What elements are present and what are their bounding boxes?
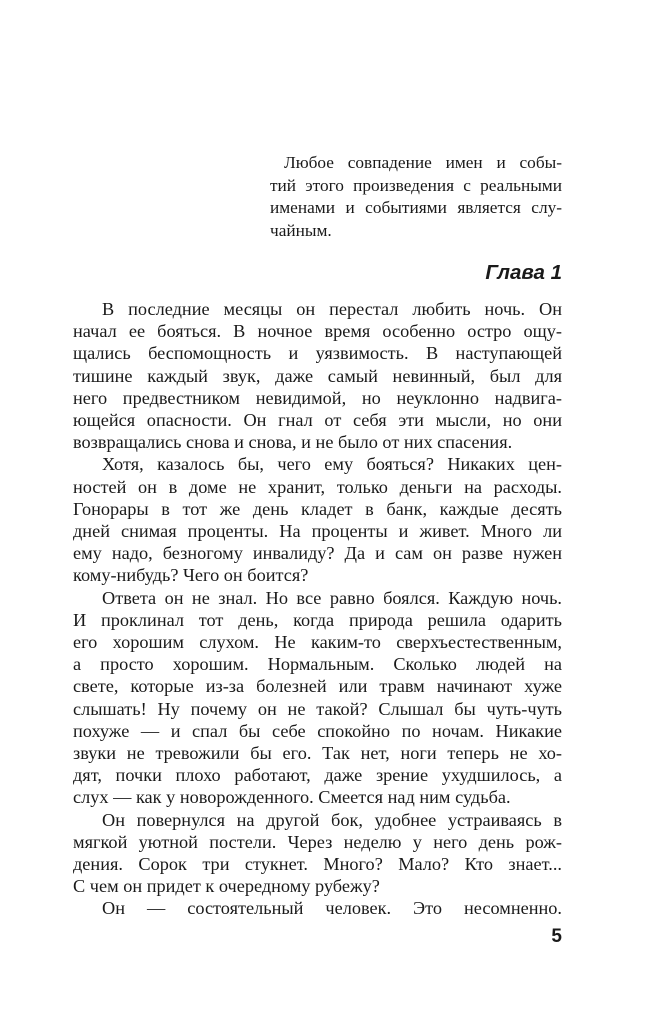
text-line: его хорошим слухом. Не каким-то сверхъестественным, <box>73 632 562 653</box>
text-line: С чем он придет к очередному рубежу? <box>73 876 380 897</box>
text-line: кому-нибудь? Чего он боится? <box>73 565 309 586</box>
text-line: тишине каждый звук, даже самый невинный, был для <box>73 365 562 386</box>
text-line: В последние месяцы он перестал любить ночь. Он <box>102 299 562 319</box>
chapter-title: Глава 1 <box>485 261 562 284</box>
text-line: Ответа он не знал. Но все равно боялся. Каждую ночь. <box>102 587 562 608</box>
text-line: возвращались снова и снова, и не было от них спасения. <box>73 432 513 453</box>
epigraph-line: Любое совпадение имен и собы- <box>284 153 562 172</box>
body-text <box>73 298 562 920</box>
epigraph-line: тий этого произведения с реальными <box>270 175 562 195</box>
text-line: щались беспомощность и уязвимость. В наступающей <box>73 343 562 364</box>
text-line: похуже — и спал бы себе спокойно по ночам. Никакие <box>73 720 562 741</box>
page-number: 5 <box>551 926 562 947</box>
text-line: свете, которые из-за болезней или травм начинают хуже <box>73 676 562 697</box>
epigraph <box>270 152 562 242</box>
text-line: дней снимая проценты. На проценты и живет. Много ли <box>73 521 562 542</box>
text-line: дения. Сорок три стукнет. Много? Мало? Кто знает... <box>73 854 562 875</box>
text-line: Хотя, казалось бы, чего ему бояться? Никаких цен- <box>102 454 562 475</box>
text-line: Он — состоятельный человек. Это несомненно. <box>102 898 562 919</box>
text-line: а просто хорошим. Нормальным. Сколько людей на <box>73 654 562 675</box>
text-line: дят, почки плохо работают, даже зрение ухудшилось, а <box>73 765 562 786</box>
text-line: И проклинал тот день, когда природа решила одарить <box>73 609 562 630</box>
text-line: звуки не тревожили бы его. Так нет, ноги теперь не хо- <box>73 743 562 764</box>
text-line: ющейся опасности. Он гнал от себя эти мысли, но они <box>73 410 562 431</box>
epigraph-line: чайным. <box>270 220 332 240</box>
epigraph-line: именами и событиями является слу- <box>270 198 562 217</box>
text-line: слух — как у новорожденного. Смеется над ним судьба. <box>73 787 511 808</box>
text-line: слышать! Ну почему он не такой? Слышал бы чуть-чуть <box>73 698 562 719</box>
text-line: Гонорары в тот же день кладет в банк, каждые десять <box>73 498 562 519</box>
text-line: Он повернулся на другой бок, удобнее устраиваясь в <box>102 809 562 830</box>
text-line: ностей он в доме не хранит, только деньги на расходы. <box>73 476 562 497</box>
text-line: ему надо, безногому инвалиду? Да и сам он разве нужен <box>73 543 562 564</box>
text-line: начал ее бояться. В ночное время особенно остро ощу- <box>73 321 562 342</box>
text-line: мягкой уютной постели. Через неделю у него день рож- <box>73 831 562 852</box>
text-line: него предвестником невидимой, но неуклонно надвига- <box>73 387 562 408</box>
